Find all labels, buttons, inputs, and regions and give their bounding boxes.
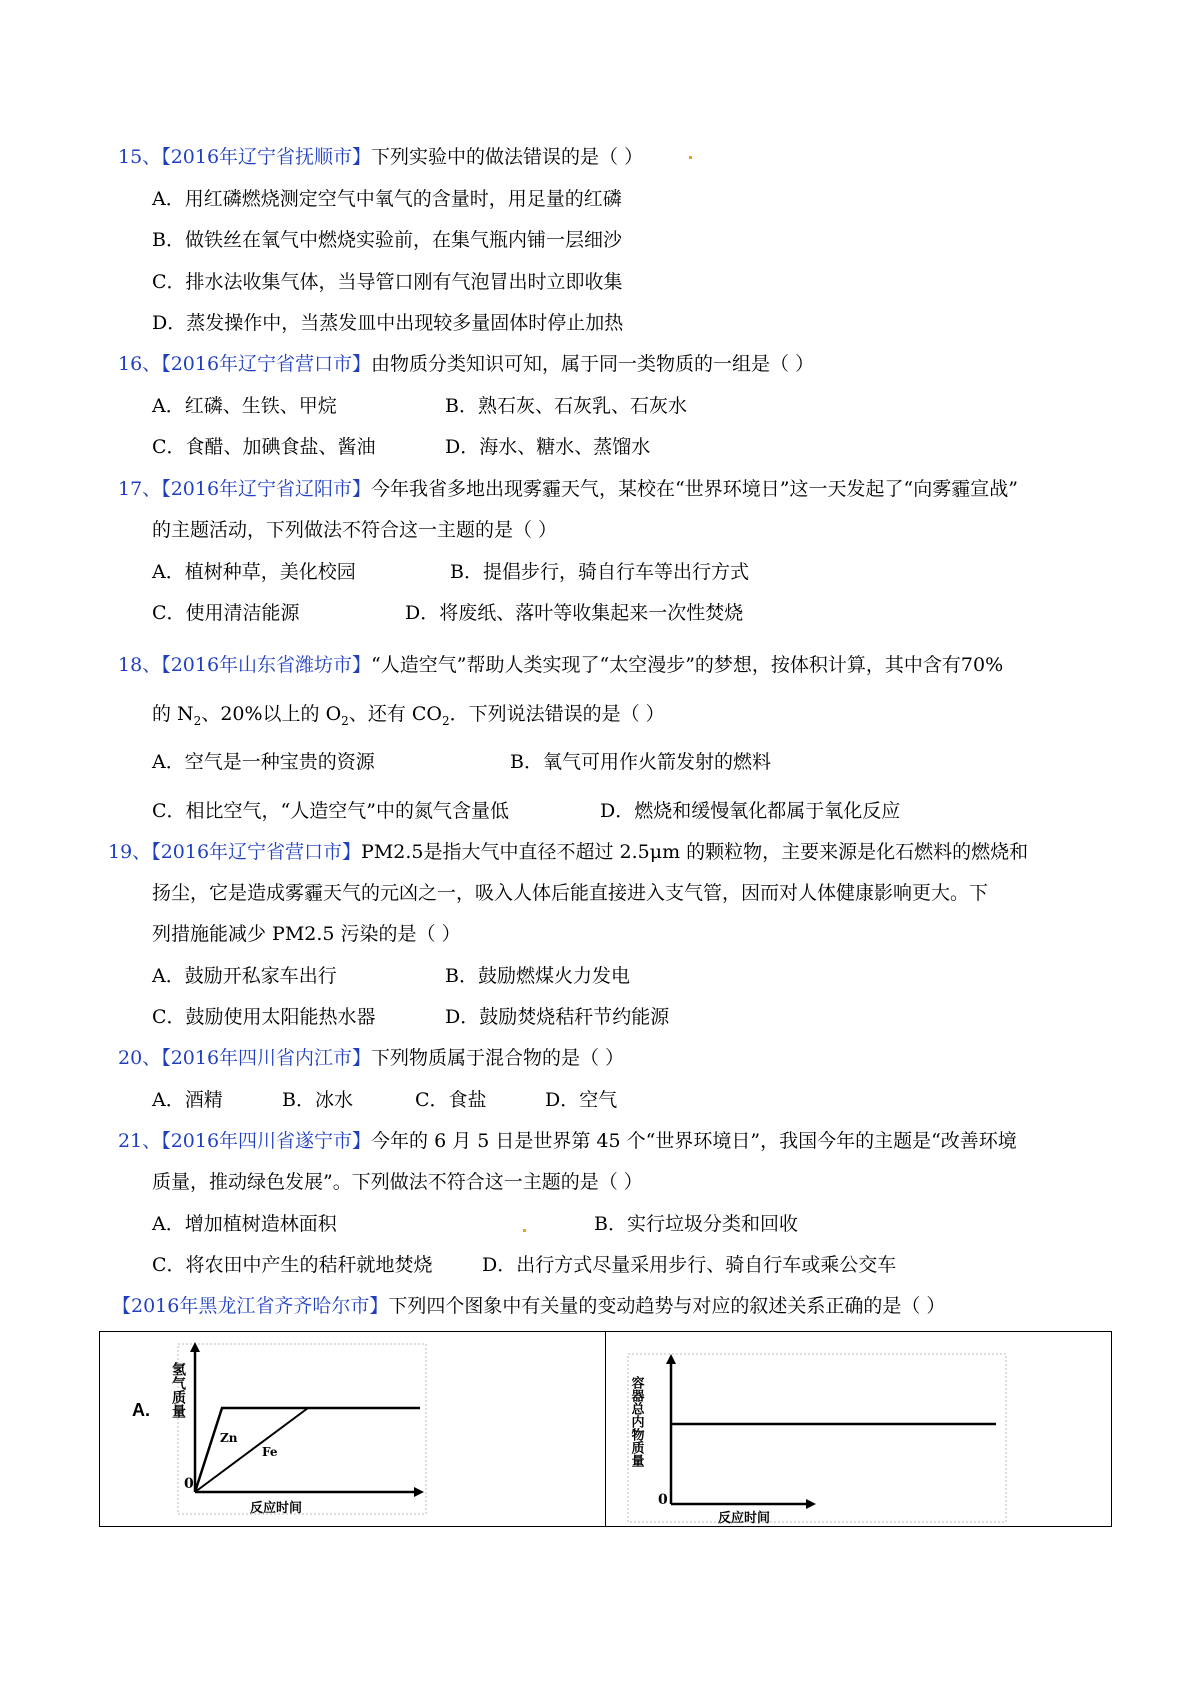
q19-option-d: D．鼓励焚烧秸秆节约能源 bbox=[445, 1006, 670, 1028]
question-source: 【2016年黑龙江省齐齐哈尔市】 bbox=[112, 1295, 389, 1317]
q21-option-a: A．增加植树造林面积 bbox=[152, 1213, 337, 1235]
graph-b-x-arrow bbox=[806, 1499, 816, 1509]
question-source: 【2016年四川省内江市】 bbox=[161, 1047, 372, 1069]
graph-b-origin: 0 bbox=[658, 1492, 668, 1508]
graph-b bbox=[606, 1332, 1111, 1526]
q19-option-c: C．鼓励使用太阳能热水器 bbox=[152, 1006, 376, 1028]
stray-dot bbox=[689, 156, 692, 159]
q19-option-b: B．鼓励燃煤火力发电 bbox=[445, 965, 630, 987]
graph-a-option-label: A. bbox=[132, 1400, 150, 1420]
q18-stem-line bbox=[118, 653, 1003, 677]
question-stem: “人造空气”帮助人类实现了“太空漫步”的梦想，按体积计算，其中含有70% bbox=[371, 654, 1004, 676]
q15-option-c: C．排水法收集气体，当导管口刚有气泡冒出时立即收集 bbox=[152, 271, 623, 293]
question-stem: 下列物质属于混合物的是（ ） bbox=[371, 1047, 625, 1069]
q17-stem-continued: 的主题活动，下列做法不符合这一主题的是（ ） bbox=[152, 519, 558, 541]
q16-stem-line bbox=[118, 352, 814, 376]
q17-option-d: D．将废纸、落叶等收集起来一次性焚烧 bbox=[405, 602, 744, 624]
q15-option-b: B．做铁丝在氧气中燃烧实验前，在集气瓶内铺一层细沙 bbox=[152, 229, 622, 251]
q22-stem-line bbox=[112, 1294, 945, 1318]
q15-stem-line bbox=[118, 145, 643, 169]
question-number: 21、 bbox=[118, 1130, 162, 1152]
q18-stem-continued: 的 $N_2$、20%以上的 $O_2$、还有 $CO_2$．下列说法错误的是（ ） bbox=[152, 703, 665, 728]
graph-a-origin: 0 bbox=[184, 1476, 194, 1492]
q19-stem-continued-2: 列措施能减少 PM2.5 污染的是（ ） bbox=[152, 923, 461, 945]
question-number: 17、 bbox=[118, 478, 162, 500]
graph-b-x-label: 反应时间 bbox=[718, 1511, 771, 1526]
q21-option-b: B．实行垃圾分类和回收 bbox=[594, 1213, 798, 1235]
graph-b-y-label: 容器总内物质量 bbox=[628, 1376, 644, 1467]
question-stem: 今年我省多地出现雾霾天气，某校在“世界环境日”这一天发起了“向雾霾宣战” bbox=[371, 478, 1018, 500]
q16-option-d: D．海水、糖水、蒸馏水 bbox=[445, 436, 651, 458]
graph-cell-b bbox=[606, 1332, 1112, 1527]
q19-stem-line bbox=[108, 840, 1028, 864]
question-stem: 下列实验中的做法错误的是（ ） bbox=[371, 146, 644, 168]
q15-option-d: D．蒸发操作中，当蒸发皿中出现较多量固体时停止加热 bbox=[152, 312, 624, 334]
stray-dot bbox=[523, 1229, 526, 1232]
q21-stem-continued: 质量，推动绿色发展”。下列做法不符合这一主题的是（ ） bbox=[152, 1171, 643, 1193]
q18-option-b: B．氧气可用作火箭发射的燃料 bbox=[510, 751, 771, 773]
question-source: 【2016年辽宁省营口市】 bbox=[151, 841, 362, 863]
q17-stem-line bbox=[118, 477, 1018, 501]
question-number: 16、 bbox=[118, 353, 162, 375]
q20-option-d: D．空气 bbox=[545, 1089, 618, 1111]
q16-option-a: A．红磷、生铁、甲烷 bbox=[152, 395, 337, 417]
graph-a bbox=[100, 1332, 605, 1526]
q16-option-b: B．熟石灰、石灰乳、石灰水 bbox=[445, 395, 687, 417]
question-number: 18、 bbox=[118, 654, 162, 676]
q17-option-c: C．使用清洁能源 bbox=[152, 602, 300, 624]
question-number: 19、 bbox=[108, 841, 152, 863]
q21-option-d: D．出行方式尽量采用步行、骑自行车或乘公交车 bbox=[482, 1254, 897, 1276]
graph-a-zn-line bbox=[195, 1408, 420, 1492]
q19-stem-continued: 扬尘，它是造成雾霾天气的元凶之一，吸入人体后能直接进入支气管，因而对人体健康影响更大。下 bbox=[152, 882, 989, 904]
q19-option-a: A．鼓励开私家车出行 bbox=[152, 965, 337, 987]
graph-a-fe-line bbox=[195, 1408, 308, 1492]
q18-option-d: D．燃烧和缓慢氧化都属于氧化反应 bbox=[600, 800, 901, 822]
graph-a-zn-label: Zn bbox=[220, 1431, 238, 1445]
question-stem: 今年的 6 月 5 日是世界第 45 个“世界环境日”，我国今年的主题是“改善环境 bbox=[371, 1130, 1017, 1152]
q17-option-b: B．提倡步行，骑自行车等出行方式 bbox=[450, 561, 749, 583]
q18-option-a: A．空气是一种宝贵的资源 bbox=[152, 751, 375, 773]
question-stem: 由物质分类知识可知，属于同一类物质的一组是（ ） bbox=[371, 353, 815, 375]
question-source: 【2016年辽宁省营口市】 bbox=[161, 353, 372, 375]
question-stem: PM2.5是指大气中直径不超过 2.5μm 的颗粒物，主要来源是化石燃料的燃烧和 bbox=[361, 841, 1029, 863]
q15-option-a: A．用红磷燃烧测定空气中氧气的含量时，用足量的红磷 bbox=[152, 188, 622, 210]
q21-option-c: C．将农田中产生的秸秆就地焚烧 bbox=[152, 1254, 433, 1276]
graph-b-y-arrow bbox=[666, 1354, 676, 1364]
question-source: 【2016年辽宁省辽阳市】 bbox=[161, 478, 372, 500]
graph-a-x-arrow bbox=[414, 1487, 424, 1497]
q20-option-a: A．酒精 bbox=[152, 1089, 223, 1111]
q18-option-c: C．相比空气，“人造空气”中的氮气含量低 bbox=[152, 800, 509, 822]
q16-option-c: C．食醋、加碘食盐、酱油 bbox=[152, 436, 376, 458]
graph-cell-a bbox=[100, 1332, 606, 1527]
q21-stem-line bbox=[118, 1129, 1017, 1153]
question-source: 【2016年山东省潍坊市】 bbox=[161, 654, 372, 676]
graph-a-y-label: 氢气质量 bbox=[170, 1362, 186, 1418]
q20-option-c: C．食盐 bbox=[415, 1089, 487, 1111]
q20-option-b: B．冰水 bbox=[282, 1089, 353, 1111]
q17-option-a: A．植树种草，美化校园 bbox=[152, 561, 356, 583]
question-stem: 下列四个图象中有关量的变动趋势与对应的叙述关系正确的是（ ） bbox=[388, 1295, 946, 1317]
graph-table bbox=[99, 1331, 1112, 1527]
question-source: 【2016年辽宁省抚顺市】 bbox=[161, 146, 372, 168]
question-number: 20、 bbox=[118, 1047, 162, 1069]
graph-a-fe-label: Fe bbox=[262, 1445, 278, 1459]
question-number: 15、 bbox=[118, 146, 162, 168]
graph-a-x-label: 反应时间 bbox=[250, 1501, 303, 1516]
q20-stem-line bbox=[118, 1046, 624, 1070]
question-source: 【2016年四川省遂宁市】 bbox=[161, 1130, 372, 1152]
graph-b-scan-border bbox=[628, 1354, 1006, 1522]
